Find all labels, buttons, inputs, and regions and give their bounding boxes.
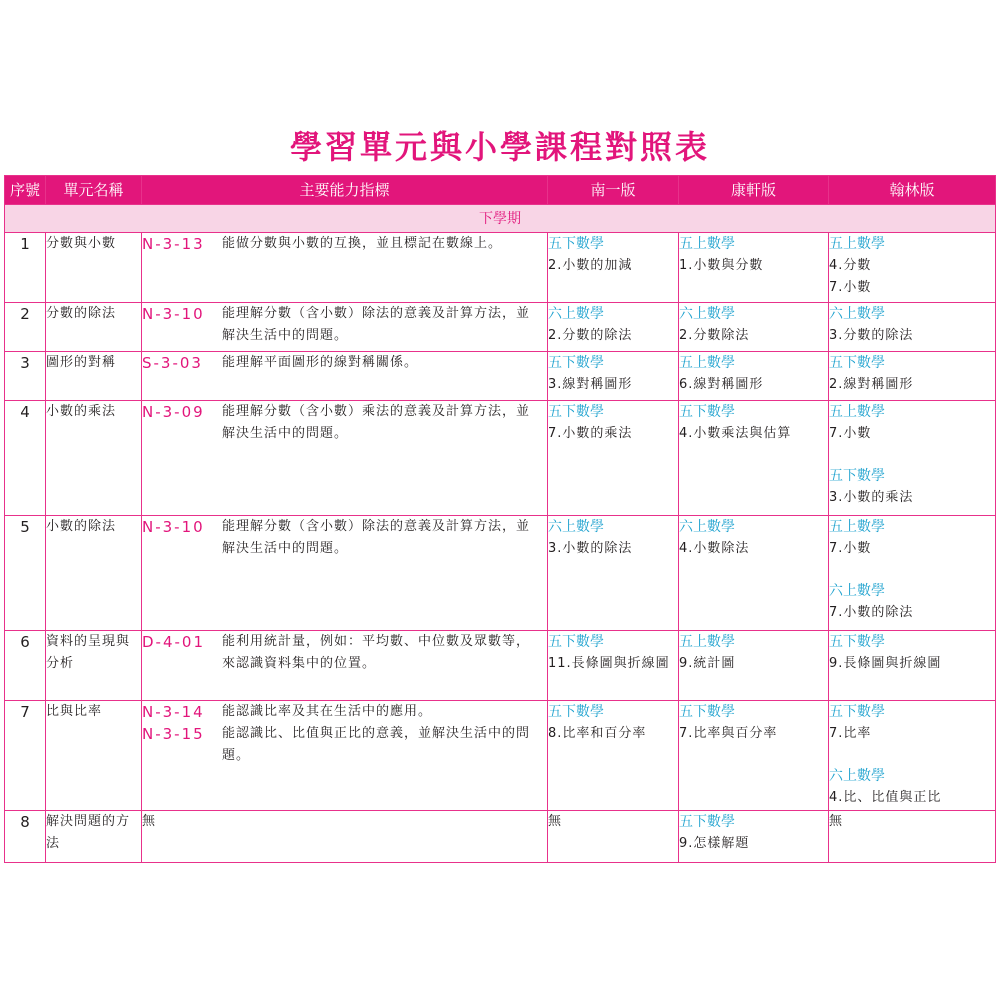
textbook-name: 六上數學 bbox=[829, 306, 885, 322]
table-row bbox=[5, 352, 996, 401]
ability-line bbox=[142, 631, 547, 675]
chapter-item: 3.小數的乘法 bbox=[829, 490, 914, 505]
row-nanyi bbox=[548, 352, 679, 401]
book-gap bbox=[829, 560, 995, 580]
book-gap bbox=[829, 445, 995, 465]
ability-line bbox=[142, 233, 547, 255]
textbook-name: 五上數學 bbox=[829, 404, 885, 420]
row-hanlin bbox=[829, 401, 996, 516]
textbook-name: 五上數學 bbox=[829, 519, 885, 535]
textbook-name: 五下數學 bbox=[548, 704, 604, 720]
table-row bbox=[5, 401, 996, 516]
row-nanyi bbox=[548, 811, 679, 863]
chapter-item: 9.長條圖與折線圖 bbox=[829, 656, 942, 671]
ability-code: N-3-15 bbox=[142, 725, 205, 743]
ability-line bbox=[142, 701, 547, 723]
row-kangxuan bbox=[679, 233, 829, 303]
textbook-name: 六上數學 bbox=[679, 519, 735, 535]
chapter-item: 7.小數的乘法 bbox=[548, 426, 633, 441]
table-row bbox=[5, 233, 996, 303]
term-row bbox=[5, 205, 996, 233]
term-label: 下學期 bbox=[5, 205, 996, 233]
row-unit: 解決問題的方法 bbox=[46, 811, 142, 863]
chapter-item: 9.統計圖 bbox=[679, 656, 736, 671]
row-ability bbox=[142, 631, 548, 701]
row-unit: 分數的除法 bbox=[46, 303, 142, 352]
chapter-item: 4.分數 bbox=[829, 258, 872, 273]
row-ability bbox=[142, 352, 548, 401]
row-seq: 2 bbox=[5, 303, 46, 352]
row-kangxuan bbox=[679, 631, 829, 701]
row-unit: 圖形的對稱 bbox=[46, 352, 142, 401]
chapter-item: 3.小數的除法 bbox=[548, 541, 633, 556]
textbook-name: 五下數學 bbox=[548, 355, 604, 371]
ability-code: N-3-13 bbox=[142, 235, 205, 253]
row-nanyi bbox=[548, 631, 679, 701]
row-ability bbox=[142, 701, 548, 811]
ability-line bbox=[142, 723, 547, 767]
ability-text: 能認識比、比值與正比的意義，並解決生活中的問題。 bbox=[222, 726, 531, 763]
row-ability bbox=[142, 303, 548, 352]
textbook-name: 六上數學 bbox=[829, 583, 885, 599]
ability-text: 能理解平面圖形的線對稱關係。 bbox=[222, 355, 419, 370]
table-row bbox=[5, 516, 996, 631]
row-ability bbox=[142, 401, 548, 516]
chapter-item: 7.小數 bbox=[829, 541, 872, 556]
row-nanyi bbox=[548, 233, 679, 303]
chapter-item: 7.小數 bbox=[829, 426, 872, 441]
table-row bbox=[5, 303, 996, 352]
curriculum-table bbox=[4, 175, 996, 863]
row-seq: 1 bbox=[5, 233, 46, 303]
row-unit: 小數的除法 bbox=[46, 516, 142, 631]
row-seq: 7 bbox=[5, 701, 46, 811]
row-seq: 5 bbox=[5, 516, 46, 631]
textbook-name: 六上數學 bbox=[679, 306, 735, 322]
chapter-item: 7.小數 bbox=[829, 280, 872, 295]
row-ability bbox=[142, 233, 548, 303]
ability-text: 能理解分數（含小數）除法的意義及計算方法，並解決生活中的問題。 bbox=[222, 306, 531, 343]
textbook-name: 六上數學 bbox=[548, 519, 604, 535]
chapter-item: 7.小數的除法 bbox=[829, 605, 914, 620]
header-unit: 單元名稱 bbox=[46, 176, 142, 205]
chapter-item: 4.小數乘法與估算 bbox=[679, 426, 792, 441]
ability-code: D-4-01 bbox=[142, 633, 206, 651]
ability-code: S-3-03 bbox=[142, 354, 203, 372]
row-kangxuan bbox=[679, 352, 829, 401]
header-kangxuan: 康軒版 bbox=[679, 176, 829, 205]
ability-text: 能做分數與小數的互換，並且標記在數線上。 bbox=[222, 236, 503, 251]
row-kangxuan bbox=[679, 303, 829, 352]
chapter-item: 3.分數的除法 bbox=[829, 328, 914, 343]
row-unit: 小數的乘法 bbox=[46, 401, 142, 516]
table-row bbox=[5, 631, 996, 701]
chapter-item: 6.線對稱圖形 bbox=[679, 377, 764, 392]
ability-code: N-3-14 bbox=[142, 703, 205, 721]
chapter-item: 2.小數的加減 bbox=[548, 258, 633, 273]
row-ability bbox=[142, 811, 548, 863]
row-kangxuan bbox=[679, 516, 829, 631]
chapter-item: 2.線對稱圖形 bbox=[829, 377, 914, 392]
textbook-name: 五下數學 bbox=[679, 404, 735, 420]
ability-code: N-3-10 bbox=[142, 305, 205, 323]
ability-line bbox=[142, 303, 547, 347]
header-hanlin: 翰林版 bbox=[829, 176, 996, 205]
row-seq: 6 bbox=[5, 631, 46, 701]
row-hanlin bbox=[829, 701, 996, 811]
ability-text: 能認識比率及其在生活中的應用。 bbox=[222, 704, 433, 719]
row-seq: 3 bbox=[5, 352, 46, 401]
ability-text: 能利用統計量，例如：平均數、中位數及眾數等，來認識資料集中的位置。 bbox=[222, 634, 531, 671]
textbook-name: 五下數學 bbox=[829, 634, 885, 650]
textbook-name: 五下數學 bbox=[548, 634, 604, 650]
row-kangxuan bbox=[679, 401, 829, 516]
row-kangxuan bbox=[679, 701, 829, 811]
row-hanlin bbox=[829, 233, 996, 303]
textbook-name: 五下數學 bbox=[679, 814, 735, 830]
chapter-item: 9.怎樣解題 bbox=[679, 836, 750, 851]
chapter-item: 7.比率與百分率 bbox=[679, 726, 778, 741]
ability-line bbox=[142, 516, 547, 560]
row-hanlin bbox=[829, 631, 996, 701]
row-nanyi bbox=[548, 303, 679, 352]
row-unit: 比與比率 bbox=[46, 701, 142, 811]
textbook-name: 五上數學 bbox=[679, 634, 735, 650]
chapter-item: 1.小數與分數 bbox=[679, 258, 764, 273]
row-nanyi bbox=[548, 401, 679, 516]
row-nanyi bbox=[548, 516, 679, 631]
chapter-item: 2.分數除法 bbox=[679, 328, 750, 343]
chapter-item: 7.比率 bbox=[829, 726, 872, 741]
page-title: 學習單元與小學課程對照表 bbox=[289, 128, 710, 166]
ability-text: 能理解分數（含小數）乘法的意義及計算方法，並解決生活中的問題。 bbox=[222, 404, 531, 441]
header-ability: 主要能力指標 bbox=[142, 176, 548, 205]
table-row bbox=[5, 701, 996, 811]
row-seq: 8 bbox=[5, 811, 46, 863]
ability-line bbox=[142, 352, 547, 374]
ability-text: 能理解分數（含小數）除法的意義及計算方法，並解決生活中的問題。 bbox=[222, 519, 531, 556]
chapter-item: 8.比率和百分率 bbox=[548, 726, 647, 741]
row-kangxuan bbox=[679, 811, 829, 863]
textbook-name: 五下數學 bbox=[829, 355, 885, 371]
row-ability bbox=[142, 516, 548, 631]
chapter-item: 4.小數除法 bbox=[679, 541, 750, 556]
ability-none: 無 bbox=[142, 814, 157, 829]
row-unit: 資料的呈現與分析 bbox=[46, 631, 142, 701]
header-seq: 序號 bbox=[5, 176, 46, 205]
row-hanlin bbox=[829, 811, 996, 863]
textbook-name: 五下數學 bbox=[679, 704, 735, 720]
textbook-name: 六上數學 bbox=[548, 306, 604, 322]
row-seq: 4 bbox=[5, 401, 46, 516]
ability-code: N-3-09 bbox=[142, 403, 205, 421]
row-unit: 分數與小數 bbox=[46, 233, 142, 303]
ability-code: N-3-10 bbox=[142, 518, 205, 536]
header-nanyi: 南一版 bbox=[548, 176, 679, 205]
textbook-name: 五下數學 bbox=[829, 468, 885, 484]
textbook-name: 五下數學 bbox=[548, 236, 604, 252]
chapter-item: 2.分數的除法 bbox=[548, 328, 633, 343]
textbook-name: 五上數學 bbox=[829, 236, 885, 252]
row-nanyi bbox=[548, 701, 679, 811]
textbook-name: 五下數學 bbox=[829, 704, 885, 720]
hanlin-none: 無 bbox=[829, 814, 844, 829]
table-row bbox=[5, 811, 996, 863]
row-hanlin bbox=[829, 516, 996, 631]
book-gap bbox=[829, 745, 995, 765]
textbook-name: 五下數學 bbox=[548, 404, 604, 420]
textbook-name: 五上數學 bbox=[679, 355, 735, 371]
textbook-name: 五上數學 bbox=[679, 236, 735, 252]
row-hanlin bbox=[829, 352, 996, 401]
chapter-item: 4.比、比值與正比 bbox=[829, 790, 942, 805]
row-hanlin bbox=[829, 303, 996, 352]
textbook-name: 六上數學 bbox=[829, 768, 885, 784]
chapter-item: 3.線對稱圖形 bbox=[548, 377, 633, 392]
header-row bbox=[5, 176, 996, 205]
chapter-item: 11.長條圖與折線圖 bbox=[548, 656, 670, 671]
nanyi-none: 無 bbox=[548, 814, 563, 829]
ability-line bbox=[142, 401, 547, 445]
